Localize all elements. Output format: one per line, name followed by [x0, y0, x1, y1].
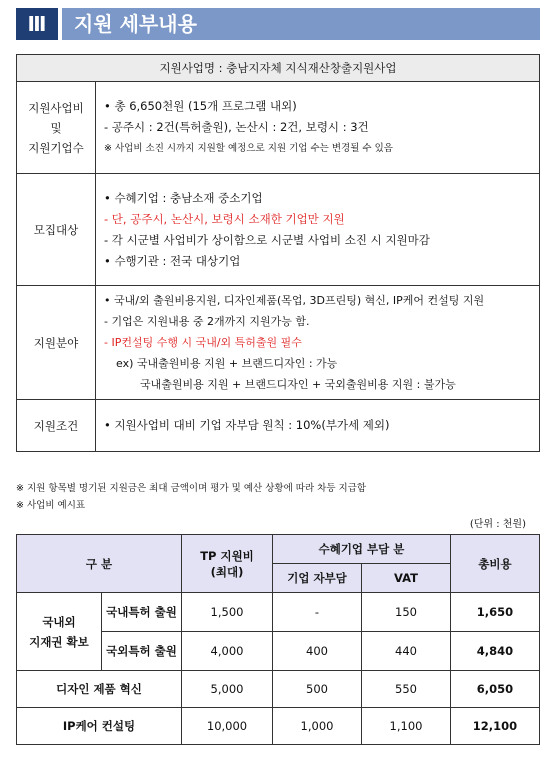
row-label-condition: 지원조건: [17, 400, 96, 452]
table-row: [17, 400, 540, 452]
row-name: 국외특허 출원: [102, 632, 182, 671]
row-content-condition: • 지원사업비 대비 기업 자부담 원칙 : 10%(부가세 제외): [96, 400, 540, 452]
cell-tp: 4,000: [182, 632, 273, 671]
section-title: 지원 세부내용: [62, 8, 540, 40]
row-name: 국내특허 출원: [102, 593, 182, 632]
cell-tp: 10,000: [182, 708, 273, 745]
section-header: [16, 8, 540, 40]
section-number: Ⅲ: [16, 8, 58, 40]
header-category: 구 분: [17, 535, 182, 593]
cell-total: 6,050: [451, 671, 540, 708]
cell-self: 400: [273, 632, 362, 671]
header-total: 총비용: [451, 535, 540, 593]
cell-total: 12,100: [451, 708, 540, 745]
cost-example-table: [16, 534, 540, 745]
row-content-budget: • 총 6,650천원 (15개 프로그램 내외) - 공주시 : 2건(특허출원), 논산시 : 2건, 보령시 : 3건 ※ 사업비 소진 시까지 지원할 예정으로 지원 기업 수는 변경될 수 있음: [96, 82, 540, 174]
header-tp: TP 지원비 (최대): [182, 535, 273, 593]
note-item: ※ 지원 항목별 명기된 지원금은 최대 금액이며 평가 및 예산 상황에 따라 차등 지급함: [16, 483, 367, 494]
row-label-budget: 지원사업비 및 지원기업수: [17, 82, 96, 174]
cell-tp: 1,500: [182, 593, 273, 632]
support-info-table: [16, 54, 540, 452]
table-row: [17, 174, 540, 286]
group-label: 국내외 지재권 확보: [17, 593, 102, 671]
cell-self: -: [273, 593, 362, 632]
notes: [16, 480, 366, 514]
row-content-field: • 국내/외 출원비용지원, 디자인제품(목업, 3D프린팅) 혁신, IP케어 컨설팅 지원 - 기업은 지원내용 중 2개까지 지원가능 함. - IP컨설팅 수행 시 국내/외 특허출원 필수 ex) 국내출원비용 지원 + 브랜드디자인 : 가능 국내출원비용 지원 + 브랜드디자인 + 국외출원비용 지원 : 불가능: [96, 286, 540, 400]
table-row: [17, 286, 540, 400]
cell-vat: 1,100: [362, 708, 451, 745]
row-name: 디자인 제품 혁신: [17, 671, 182, 708]
table-row: [17, 593, 540, 632]
row-label-field: 지원분야: [17, 286, 96, 400]
row-label-target: 모집대상: [17, 174, 96, 286]
header-vat: VAT: [362, 564, 451, 593]
cell-vat: 150: [362, 593, 451, 632]
cell-vat: 550: [362, 671, 451, 708]
table-row: [17, 671, 540, 708]
row-name: IP케어 컨설팅: [17, 708, 182, 745]
unit-label: (단위 : 천원): [469, 519, 526, 530]
cell-vat: 440: [362, 632, 451, 671]
cell-total: 4,840: [451, 632, 540, 671]
row-content-target: • 수혜기업 : 충남소재 중소기업 - 단, 공주시, 논산시, 보령시 소재한 기업만 지원 - 각 시군별 사업비가 상이함으로 시군별 사업비 소진 시 지원마감 • 수행기관 : 전국 대상기업: [96, 174, 540, 286]
header-self: 기업 자부담: [273, 564, 362, 593]
program-name: 지원사업명 : 충남지자체 지식재산창출지원사업: [17, 55, 540, 82]
table-row: [17, 708, 540, 745]
header-burden: 수혜기업 부담 분: [273, 535, 451, 564]
cell-tp: 5,000: [182, 671, 273, 708]
cell-self: 1,000: [273, 708, 362, 745]
cell-self: 500: [273, 671, 362, 708]
cell-total: 1,650: [451, 593, 540, 632]
table-row: [17, 82, 540, 174]
note-item: ※ 사업비 예시표: [16, 500, 86, 511]
